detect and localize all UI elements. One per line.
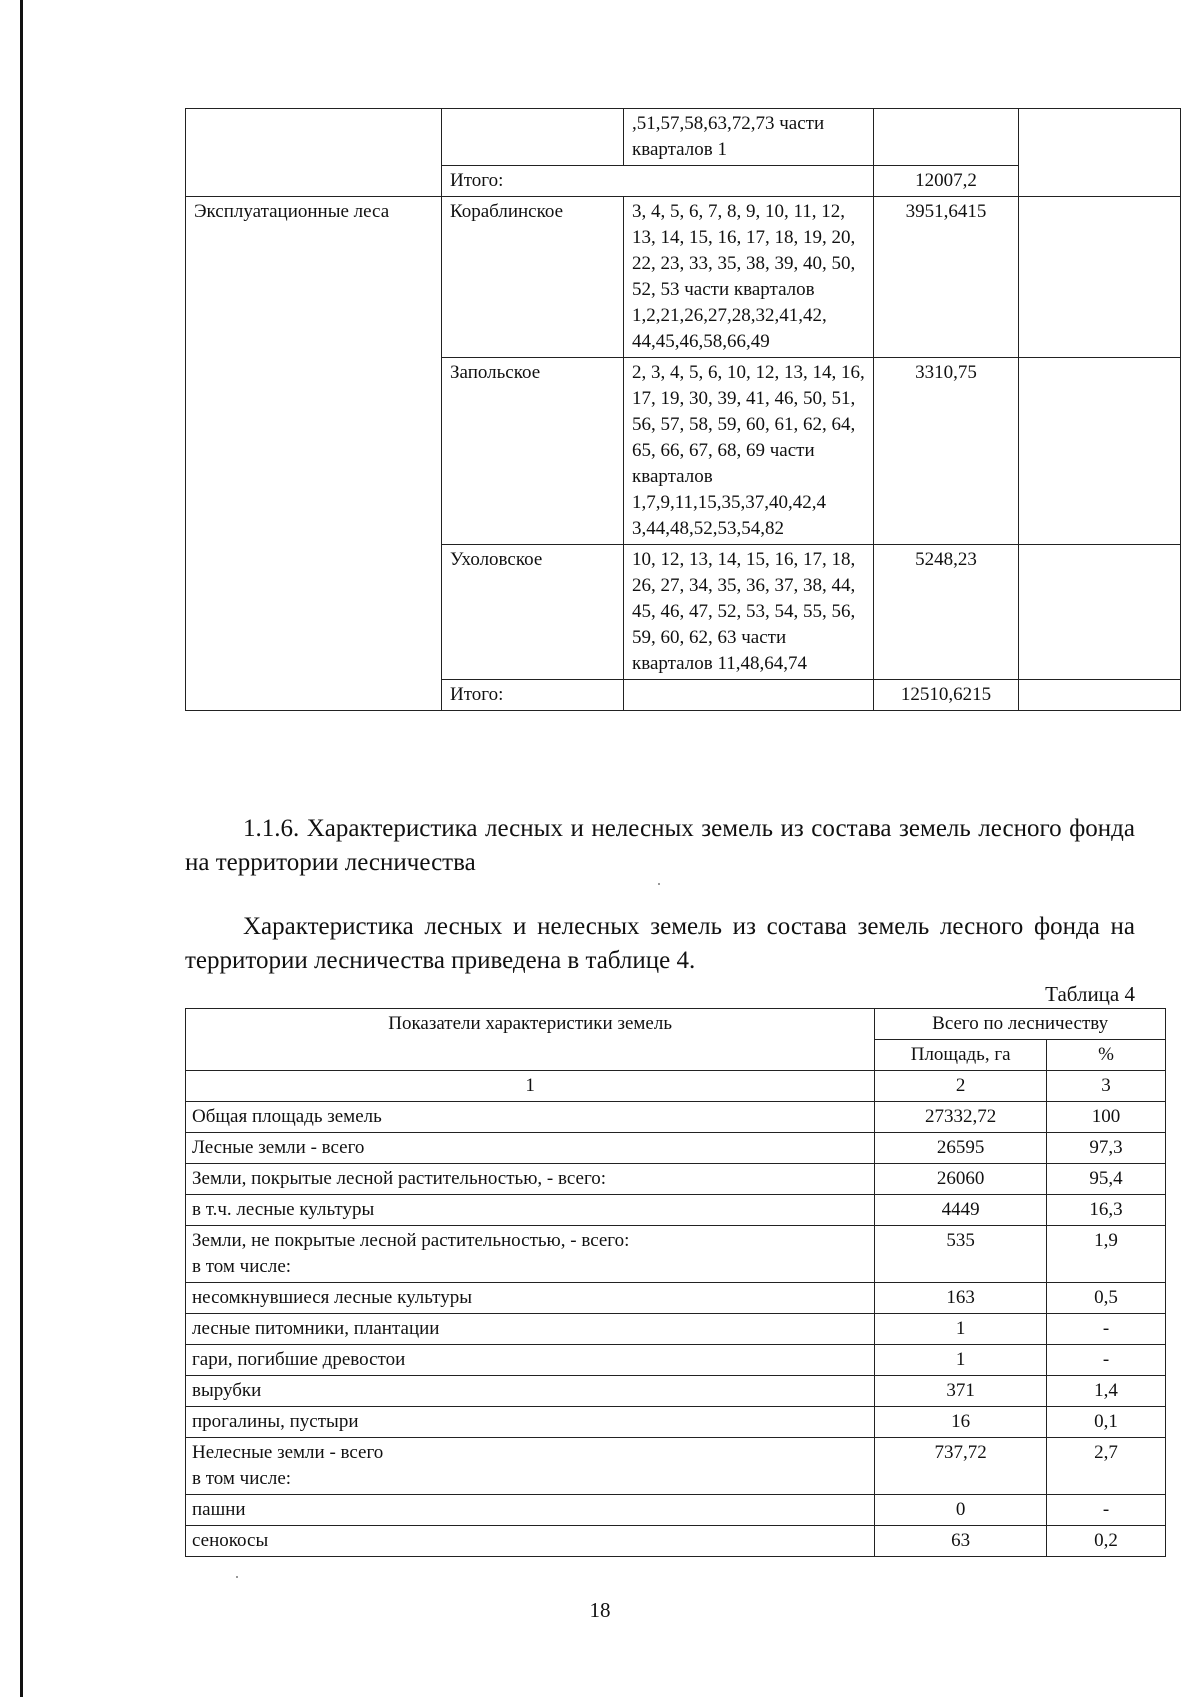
row-area: 63 — [875, 1526, 1047, 1557]
table-row — [186, 1345, 1166, 1376]
header-indicators: Показатели характеристики земель — [186, 1009, 875, 1071]
row-percent: 0,2 — [1047, 1526, 1166, 1557]
row-percent: - — [1047, 1495, 1166, 1526]
category-cell: Эксплуатационные леса — [186, 197, 442, 711]
row-percent: 1,4 — [1047, 1376, 1166, 1407]
intro-paragraph-text: Характеристика лесных и нелесных земель из состава земель лесного фонда на территории лесничества приведена в таблице 4. — [185, 913, 1135, 974]
row-sublabel: в том числе: — [192, 1468, 292, 1489]
area-cell: 3310,75 — [874, 358, 1019, 545]
section-heading — [185, 812, 1135, 880]
scan-left-edge — [20, 0, 23, 1697]
forest-protection-table — [185, 108, 1181, 711]
row-sublabel: в том числе: — [192, 1256, 292, 1277]
subtotal-value: 12007,2 — [874, 166, 1019, 197]
table-row — [186, 1133, 1166, 1164]
column-number-row — [186, 1071, 1166, 1102]
table-row — [186, 1438, 1166, 1495]
table-row — [186, 1226, 1166, 1283]
intro-paragraph — [185, 910, 1135, 978]
row-area: 4449 — [875, 1195, 1047, 1226]
land-characteristics-table — [185, 1008, 1166, 1557]
row-label: в т.ч. лесные культуры — [186, 1195, 875, 1226]
header-area: Площадь, га — [875, 1040, 1047, 1071]
column-number: 3 — [1047, 1071, 1166, 1102]
scan-speck — [658, 883, 660, 885]
district-cell: Ухоловское — [442, 545, 624, 680]
header-total: Всего по лесничеству — [875, 1009, 1166, 1040]
district-cell: Запольское — [442, 358, 624, 545]
table-row — [186, 1164, 1166, 1195]
row-percent: 1,9 — [1047, 1226, 1166, 1283]
page-number: 18 — [589, 1598, 611, 1622]
row-label: Земли, покрытые лесной растительностью, - всего: — [186, 1164, 875, 1195]
table-cell-empty — [1019, 197, 1181, 358]
row-label: сенокосы — [186, 1526, 875, 1557]
scan-speck — [236, 1576, 238, 1578]
row-area: 1 — [875, 1314, 1047, 1345]
table-row — [186, 1495, 1166, 1526]
row-percent: 100 — [1047, 1102, 1166, 1133]
subtotal-value: 12510,6215 — [874, 680, 1019, 711]
table-row — [186, 109, 1181, 166]
table-cell-empty — [1019, 545, 1181, 680]
quarters-cell: 10, 12, 13, 14, 15, 16, 17, 18, 26, 27, 34, 35, 36, 37, 38, 44, 45, 46, 47, 52, 53, 54, 55, 56, 59, 60, 62, 63 части кварталов 11,48,64,74 — [624, 545, 874, 680]
row-percent: 16,3 — [1047, 1195, 1166, 1226]
row-area: 371 — [875, 1376, 1047, 1407]
table-header-row — [186, 1009, 1166, 1040]
row-label: гари, погибшие древостои — [186, 1345, 875, 1376]
row-label: Общая площадь земель — [186, 1102, 875, 1133]
table-cell-empty — [874, 109, 1019, 166]
row-percent: - — [1047, 1345, 1166, 1376]
row-percent: 97,3 — [1047, 1133, 1166, 1164]
column-number: 2 — [875, 1071, 1047, 1102]
subtotal-label: Итого: — [442, 680, 624, 711]
table-cell-empty — [186, 109, 442, 166]
table-caption: Таблица 4 — [1045, 982, 1135, 1006]
table-cell-empty — [1019, 680, 1181, 711]
table-cell-empty — [186, 166, 442, 197]
row-area: 163 — [875, 1283, 1047, 1314]
row-label-cell — [186, 1438, 875, 1495]
table-cell-empty — [442, 109, 624, 166]
quarters-cell: ,51,57,58,63,72,73 части кварталов 1 — [624, 109, 874, 166]
row-label: Нелесные земли - всего — [192, 1442, 384, 1463]
row-percent: 0,5 — [1047, 1283, 1166, 1314]
row-area: 16 — [875, 1407, 1047, 1438]
quarters-cell: 2, 3, 4, 5, 6, 10, 12, 13, 14, 16, 17, 19, 30, 39, 41, 46, 50, 51, 56, 57, 58, 59, 60, 61, 62, 64, 65, 66, 67, 68, 69 части кварталов 1,7,9,11,15,35,37,40,42,4 3,44,48,52,53,54,82 — [624, 358, 874, 545]
row-percent: 0,1 — [1047, 1407, 1166, 1438]
row-percent: 2,7 — [1047, 1438, 1166, 1495]
row-label: лесные питомники, плантации — [186, 1314, 875, 1345]
row-area: 0 — [875, 1495, 1047, 1526]
table-row — [186, 1407, 1166, 1438]
district-cell: Кораблинское — [442, 197, 624, 358]
row-percent: - — [1047, 1314, 1166, 1345]
column-number: 1 — [186, 1071, 875, 1102]
row-area: 535 — [875, 1226, 1047, 1283]
table-row — [186, 1526, 1166, 1557]
row-label: пашни — [186, 1495, 875, 1526]
area-cell: 5248,23 — [874, 545, 1019, 680]
row-area: 27332,72 — [875, 1102, 1047, 1133]
area-cell: 3951,6415 — [874, 197, 1019, 358]
table-row — [186, 197, 1181, 358]
table-row — [186, 1376, 1166, 1407]
table-cell-empty — [1019, 109, 1181, 197]
table-cell-empty — [624, 680, 874, 711]
table-row — [186, 1283, 1166, 1314]
table-cell-empty — [1019, 358, 1181, 545]
subtotal-label: Итого: — [442, 166, 874, 197]
row-area: 26595 — [875, 1133, 1047, 1164]
row-area: 26060 — [875, 1164, 1047, 1195]
table-row — [186, 1195, 1166, 1226]
row-label-cell — [186, 1226, 875, 1283]
section-heading-text: 1.1.6. Характеристика лесных и нелесных земель из состава земель лесного фонда на территории лесничества — [185, 815, 1135, 876]
row-percent: 95,4 — [1047, 1164, 1166, 1195]
header-percent: % — [1047, 1040, 1166, 1071]
row-label: Лесные земли - всего — [186, 1133, 875, 1164]
row-area: 1 — [875, 1345, 1047, 1376]
row-area: 737,72 — [875, 1438, 1047, 1495]
table-row — [186, 1314, 1166, 1345]
row-label: Земли, не покрытые лесной растительностью, - всего: — [192, 1230, 630, 1251]
table-row — [186, 1102, 1166, 1133]
row-label: вырубки — [186, 1376, 875, 1407]
row-label: несомкнувшиеся лесные культуры — [186, 1283, 875, 1314]
quarters-cell: 3, 4, 5, 6, 7, 8, 9, 10, 11, 12, 13, 14, 15, 16, 17, 18, 19, 20, 22, 23, 33, 35, 38, 39, 40, 50, 52, 53 части кварталов 1,2,21,26,27,28,32,41,42, 44,45,46,58,66,49 — [624, 197, 874, 358]
row-label: прогалины, пустыри — [186, 1407, 875, 1438]
